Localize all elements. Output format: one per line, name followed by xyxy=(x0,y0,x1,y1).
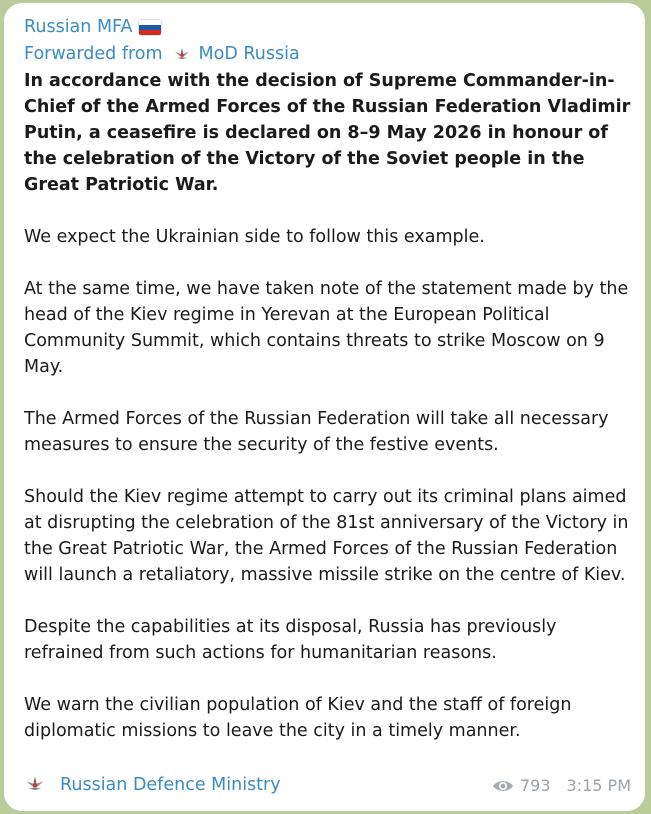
channel-name-label: Russian MFA xyxy=(24,17,133,37)
message-meta xyxy=(492,776,631,795)
message-footer xyxy=(24,768,631,802)
signature-label: Russian Defence Ministry xyxy=(60,775,281,795)
message-paragraph: At the same time, we have taken note of the statement made by the head of the Kiev regime in Yerevan at the European Political Community Summit, which contains threats to strike Moscow on 9 May. xyxy=(24,279,634,377)
emblem-icon xyxy=(24,774,46,796)
forwarded-source: MoD Russia xyxy=(198,44,300,64)
message-paragraph: In accordance with the decision of Supreme Commander-in-Chief of the Armed Forces of the Russian Federation Vladimir Putin, a ceasefire is declared on 8–9 May 2026 in honour of the celebration of the Victory of the Soviet people in the Great Patriotic War. xyxy=(24,71,637,195)
message-paragraph: Despite the capabilities at its disposal, Russia has previously refrained from such actions for humanitarian reasons. xyxy=(24,617,563,663)
russia-flag-icon xyxy=(139,20,161,35)
message-text xyxy=(24,68,636,744)
forwarded-header[interactable] xyxy=(24,41,631,68)
message-paragraph: We warn the civilian population of Kiev and the staff of foreign diplomatic missions to leave the city in a timely manner. xyxy=(24,695,578,741)
message-paragraph: We expect the Ukrainian side to follow this example. xyxy=(24,227,485,247)
view-count: 793 xyxy=(519,775,551,795)
eye-icon xyxy=(492,778,514,792)
message-paragraph: Should the Kiev regime attempt to carry out its criminal plans aimed at disrupting the celebration of the 81st anniversary of the Victory in the Great Patriotic War, the Armed Forces of the Russian Federation will launch a retaliatory, massive missile strike on the centre of Kiev. xyxy=(24,487,635,585)
channel-name[interactable] xyxy=(24,14,631,41)
signature-link[interactable] xyxy=(24,774,281,796)
emblem-icon xyxy=(173,46,191,64)
forwarded-label: Forwarded from xyxy=(24,44,163,64)
message-time: 3:15 PM xyxy=(566,775,631,795)
message-paragraph: The Armed Forces of the Russian Federation will take all necessary measures to ensure the security of the festive events. xyxy=(24,409,615,455)
message-bubble xyxy=(4,3,645,811)
